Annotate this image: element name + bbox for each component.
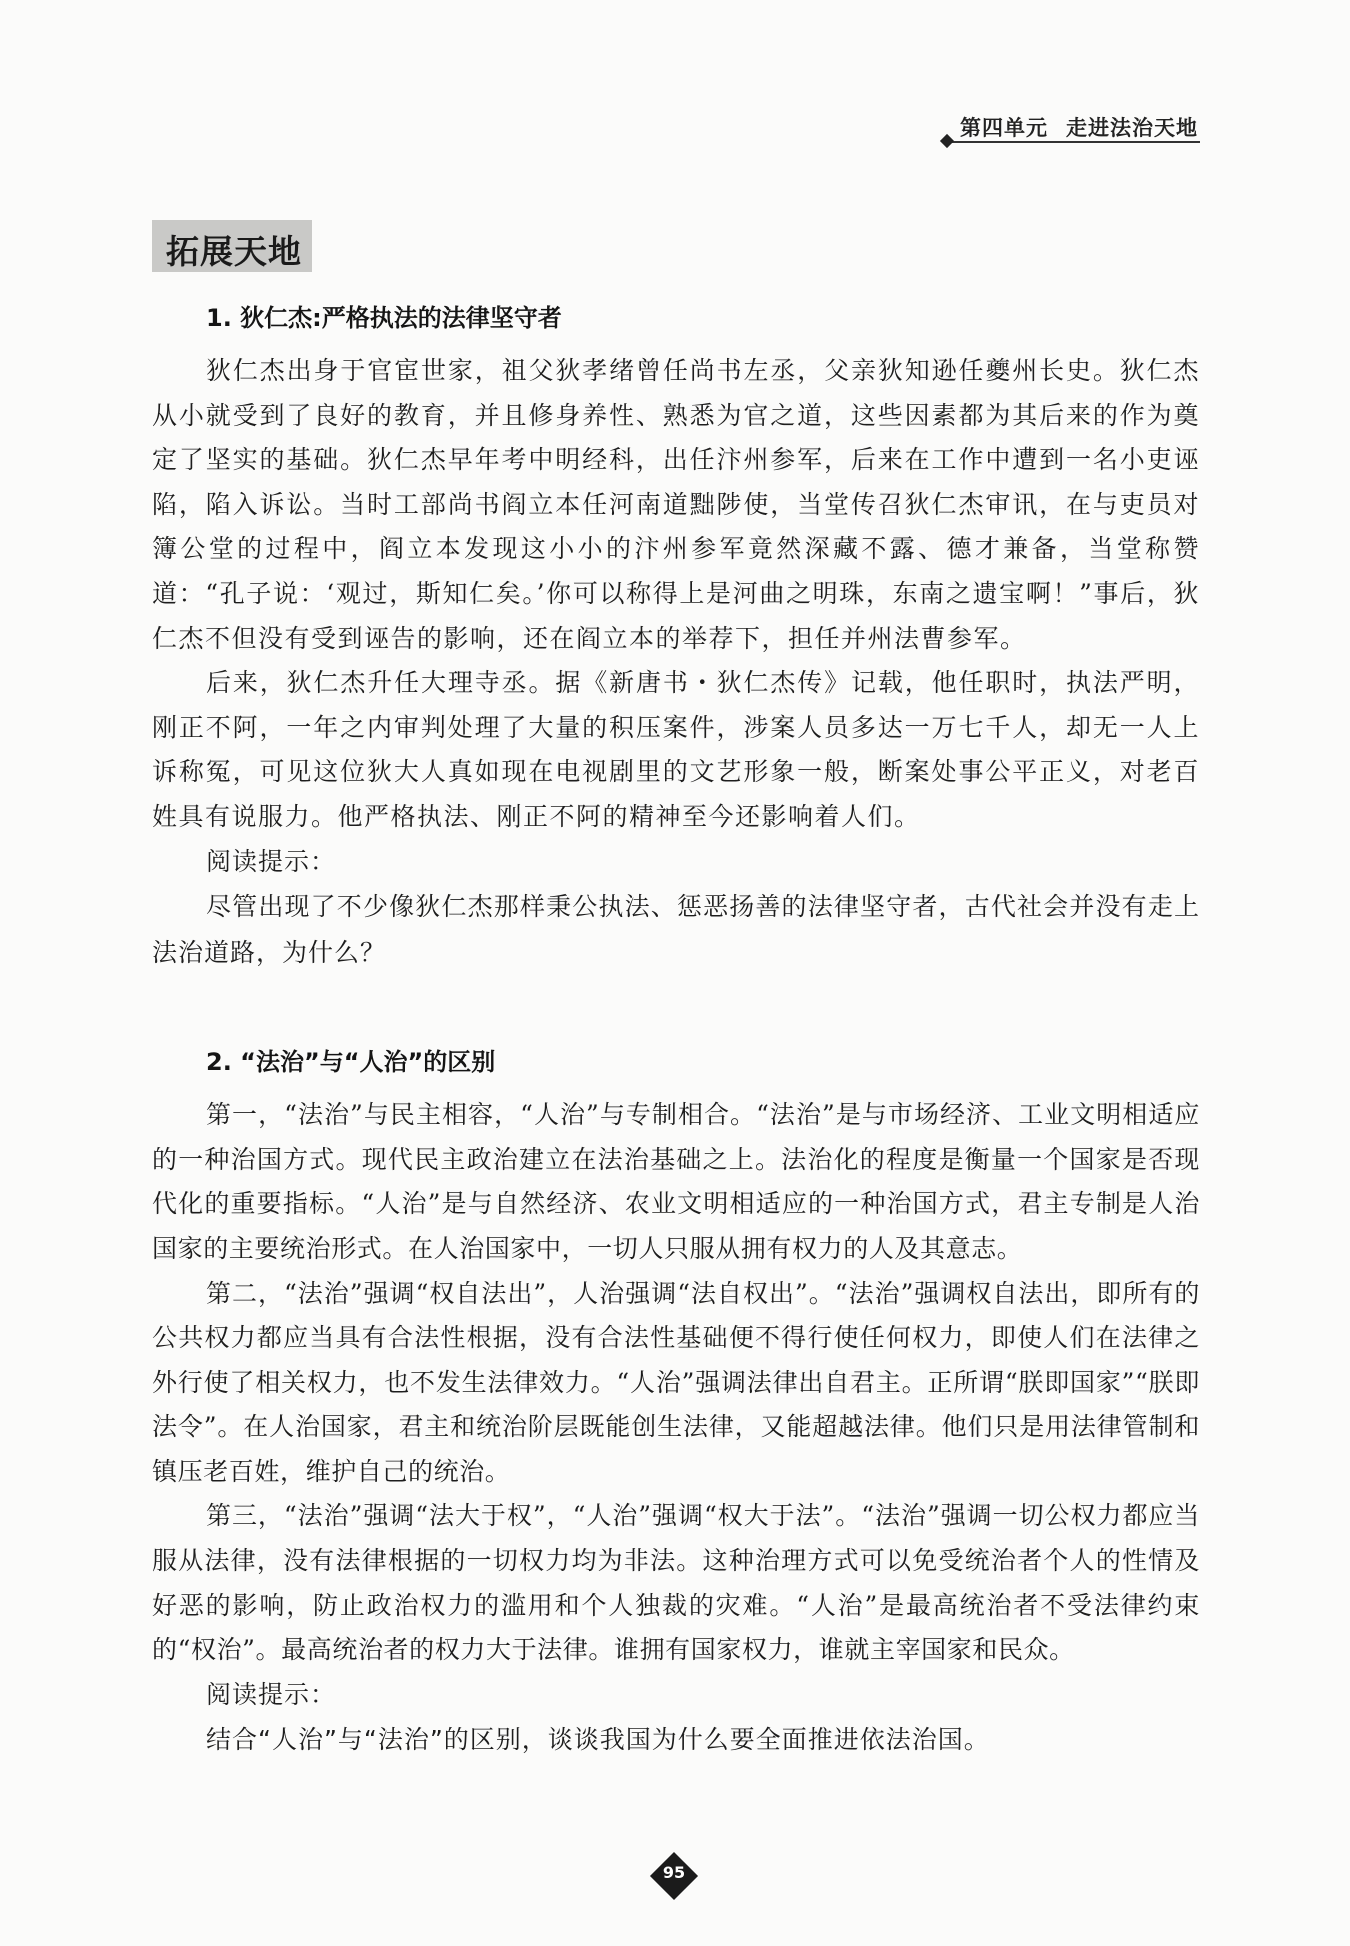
article-heading: 1. 狄仁杰:严格执法的法律坚守者 (206, 304, 562, 332)
article-heading: 2. “法治”与“人治”的区别 (206, 1048, 496, 1077)
article-paragraph: 狄仁杰出身于官宦世家，祖父狄孝绪曾任尚书左丞，父亲狄知逊任夔州长史。狄仁杰从小就受到了良好的教育，并且修身养性、熟悉为官之道，这些因素都为其后来的作为奠定了坚实的基础。狄仁杰早年考中明经科，出任汴州参军，后来在工作中遭到一名小吏诬陷，陷入诉讼。当时工部尚书阎立本任河南道黜陟使，当堂传召狄仁杰审讯，在与吏员对簿公堂的过程中，阎立本发现这小小的汴州参军竟然深藏不露、德才兼备，当堂称赞道：“孔子说：‘观过，斯知仁矣。’你可以称得上是河曲之明珠，东南之遗宝啊！”事后，狄仁杰不但没有受到诬告的影响，还在阎立本的举荐下，担任并州法曹参军。 (152, 356, 1200, 653)
page-content (152, 298, 1200, 1763)
unit-title: 走进法治天地 (1066, 116, 1198, 140)
unit-number: 第四单元 (960, 116, 1048, 140)
reading-hint-label: 阅读提示： (206, 846, 337, 876)
reading-hint-label: 阅读提示： (206, 1679, 337, 1709)
article-paragraph: 后来，狄仁杰升任大理寺丞。据《新唐书・狄仁杰传》记载，他任职时，执法严明，刚正不阿，一年之内审判处理了大量的积压案件，涉案人员多达一万七千人，却无一人上诉称冤，可见这位狄大人真如现在电视剧里的文艺形象一般，断案处事公平正义，对老百姓具有说服力。他严格执法、刚正不阿的精神至今还影响着人们。 (152, 668, 1200, 831)
article-paragraph: 第一，“法治”与民主相容，“人治”与专制相合。“法治”是与市场经济、工业文明相适应的一种治国方式。现代民主政治建立在法治基础之上。法治化的程度是衡量一个国家是否现代化的重要指标。“人治”是与自然经济、农业文明相适应的一种治国方式，君主专制是人治国家的主要统治形式。在人治国家中，一切人只服从拥有权力的人及其意志。 (152, 1100, 1200, 1263)
running-header (960, 112, 1198, 142)
header-diamond-icon (940, 134, 954, 148)
article-paragraph: 第三，“法治”强调“法大于权”，“人治”强调“权大于法”。“法治”强调一切公权力都应当服从法律，没有法律根据的一切权力均为非法。这种治理方式可以免受统治者个人的性情及好恶的影响，防止政治权力的滥用和个人独裁的灾难。“人治”是最高统治者不受法律约束的“权治”。最高统治者的权力大于法律。谁拥有国家权力，谁就主宰国家和民众。 (152, 1501, 1200, 1665)
header-rule (950, 141, 1200, 143)
page-number: 95 (662, 1863, 686, 1882)
reading-hint-text: 结合“人治”与“法治”的区别，谈谈我国为什么要全面推进依法治国。 (206, 1725, 990, 1755)
section-title: 拓展天地 (166, 232, 302, 271)
reading-hint-text: 尽管出现了不少像狄仁杰那样秉公执法、惩恶扬善的法律坚守者，古代社会并没有走上法治道路，为什么？ (152, 892, 1200, 968)
article-2 (152, 1042, 1200, 1763)
article-paragraph: 第二，“法治”强调“权自法出”，人治强调“法自权出”。“法治”强调权自法出，即所有的公共权力都应当具有合法性根据，没有合法性基础便不得行使任何权力，即使人们在法律之外行使了相关权力，也不发生法律效力。“人治”强调法律出自君主。正所谓“朕即国家”“朕即法令”。在人治国家，君主和统治阶层既能创生法律，又能超越法律。他们只是用法律管制和镇压老百姓，维护自己的统治。 (152, 1278, 1200, 1486)
article-1 (152, 298, 1200, 976)
page-number-badge (651, 1853, 697, 1899)
article-spacer (152, 976, 1200, 1042)
